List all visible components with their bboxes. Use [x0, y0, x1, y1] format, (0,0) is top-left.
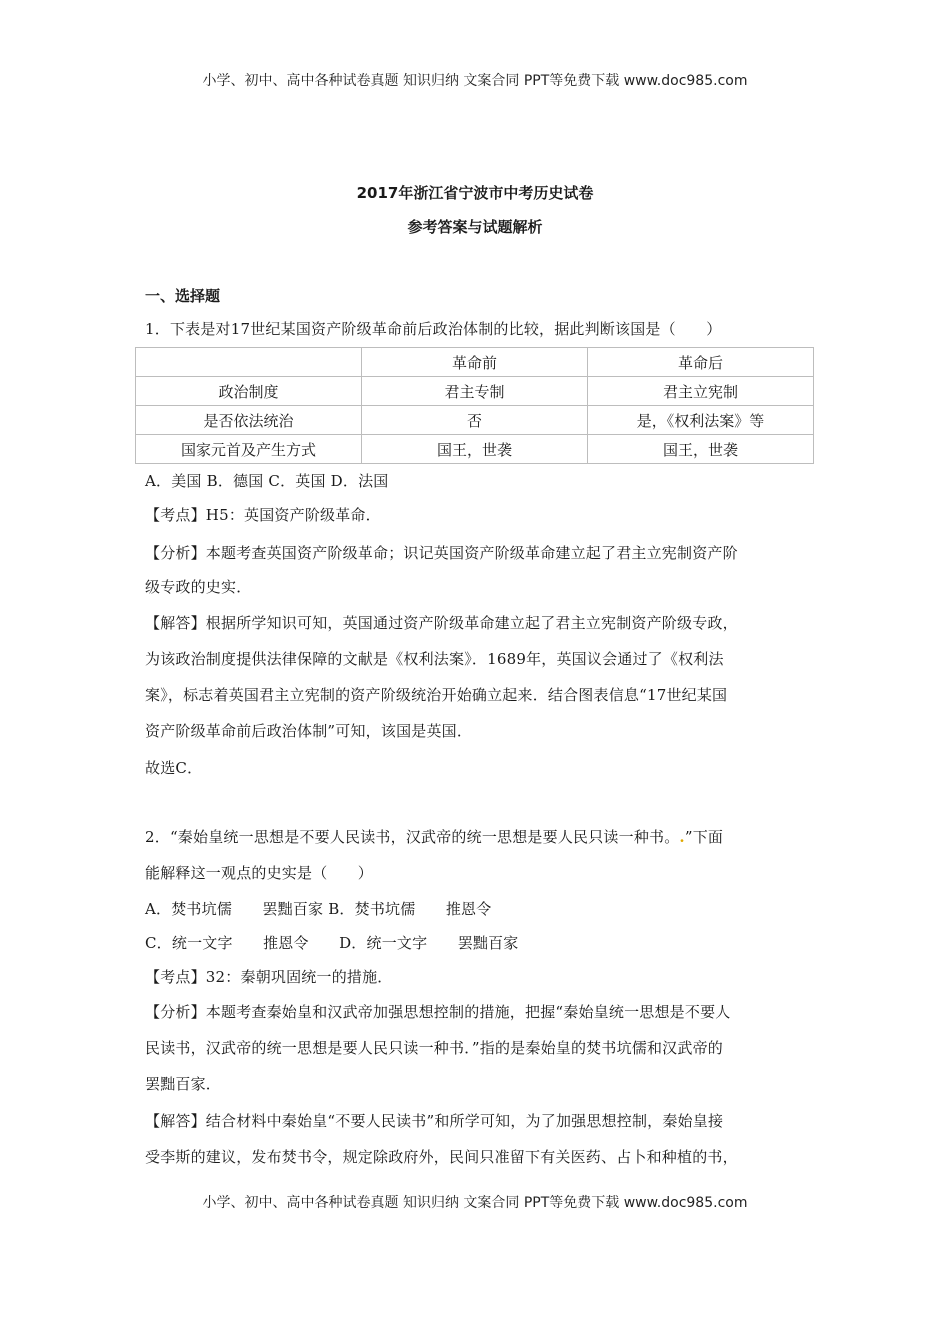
document-title: 2017年浙江省宁波市中考历史试卷 — [356, 184, 594, 202]
q1-solution-line: 为该政治制度提供法律保障的文献是《权利法案》．1689年，英国议会通过了《权利法 — [145, 650, 724, 668]
q1-stem: 1．下表是对17世纪某国资产阶级革命前后政治体制的比较，据此判断该国是（ ） — [145, 320, 722, 338]
q2-analysis-line: 罢黜百家． — [145, 1075, 222, 1093]
table-cell: 君主专制 — [361, 377, 587, 406]
q2-kaodian: 【考点】32：秦朝巩固统一的措施． — [145, 968, 393, 986]
q1-analysis-line: 【分析】本题考查英国资产阶级革命；识记英国资产阶级革命建立起了君主立宪制资产阶 — [145, 544, 738, 562]
table-cell: 革命前 — [361, 348, 587, 377]
table-header-row — [136, 348, 814, 377]
table-row — [136, 377, 814, 406]
table-cell: 是否依法统治 — [136, 406, 362, 435]
table-cell: 政治制度 — [136, 377, 362, 406]
q2-analysis-line: 【分析】本题考查秦始皇和汉武帝加强思想控制的措施，把握“秦始皇统一思想是不要人 — [145, 1003, 731, 1021]
table-cell: 国王，世袭 — [587, 435, 813, 464]
q2-analysis-line: 民读书，汉武帝的统一思想是要人民只读一种书．”指的是秦始皇的焚书坑儒和汉武帝的 — [145, 1039, 723, 1057]
table-cell — [136, 348, 362, 377]
document-subtitle: 参考答案与试题解析 — [407, 218, 543, 236]
table-cell: 革命后 — [587, 348, 813, 377]
q1-answer: 故选C． — [145, 759, 203, 777]
q1-solution-line: 资产阶级革命前后政治体制”可知，该国是英国． — [145, 722, 473, 740]
section-heading: 一、选择题 — [145, 287, 221, 305]
q1-options: A．美国 B．德国 C．英国 D．法国 — [145, 472, 389, 490]
table-cell: 君主立宪制 — [587, 377, 813, 406]
q2-stem-text: 2．“秦始皇统一思想是不要人民读书，汉武帝的统一思想是要人民只读一种书。 — [145, 828, 680, 846]
table-cell: 国家元首及产生方式 — [136, 435, 362, 464]
q2-stem-line2: 能解释这一观点的史实是（ ） — [145, 864, 374, 882]
table-cell: 是，《权利法案》等 — [587, 406, 813, 435]
q1-solution-line: 【解答】根据所学知识可知，英国通过资产阶级革命建立起了君主立宪制资产阶级专政， — [145, 614, 738, 632]
page-header: 小学、初中、高中各种试卷真题 知识归纳 文案合同 PPT等免费下载 www.doc985.com — [202, 73, 748, 89]
q2-stem-tail: ”下面 — [684, 828, 724, 846]
q2-solution-line: 受李斯的建议，发布焚书令，规定除政府外，民间只准留下有关医药、占卜和种植的书， — [145, 1148, 738, 1166]
q2-solution-line: 【解答】结合材料中秦始皇“不要人民读书”和所学可知，为了加强思想控制，秦始皇接 — [145, 1112, 724, 1130]
q2-stem — [145, 826, 723, 847]
page-footer: 小学、初中、高中各种试卷真题 知识归纳 文案合同 PPT等免费下载 www.doc985.com — [202, 1195, 748, 1211]
table-cell: 否 — [361, 406, 587, 435]
table-cell: 国王，世袭 — [361, 435, 587, 464]
table-row — [136, 435, 814, 464]
q1-analysis-line: 级专政的史实． — [145, 578, 252, 596]
q2-options-line: C．统一文字 推恩令 D．统一文字 罢黜百家 — [145, 934, 519, 952]
comparison-table — [135, 347, 814, 464]
q2-options-line: A．焚书坑儒 罢黜百家 B．焚书坑儒 推恩令 — [145, 900, 492, 918]
table-row — [136, 406, 814, 435]
q1-solution-line: 案》，标志着英国君主立宪制的资产阶级统治开始确立起来．结合图表信息“17世纪某国 — [145, 686, 728, 704]
q2-stem-dot: . — [679, 828, 685, 846]
q1-kaodian: 【考点】H5：英国资产阶级革命． — [145, 506, 381, 524]
